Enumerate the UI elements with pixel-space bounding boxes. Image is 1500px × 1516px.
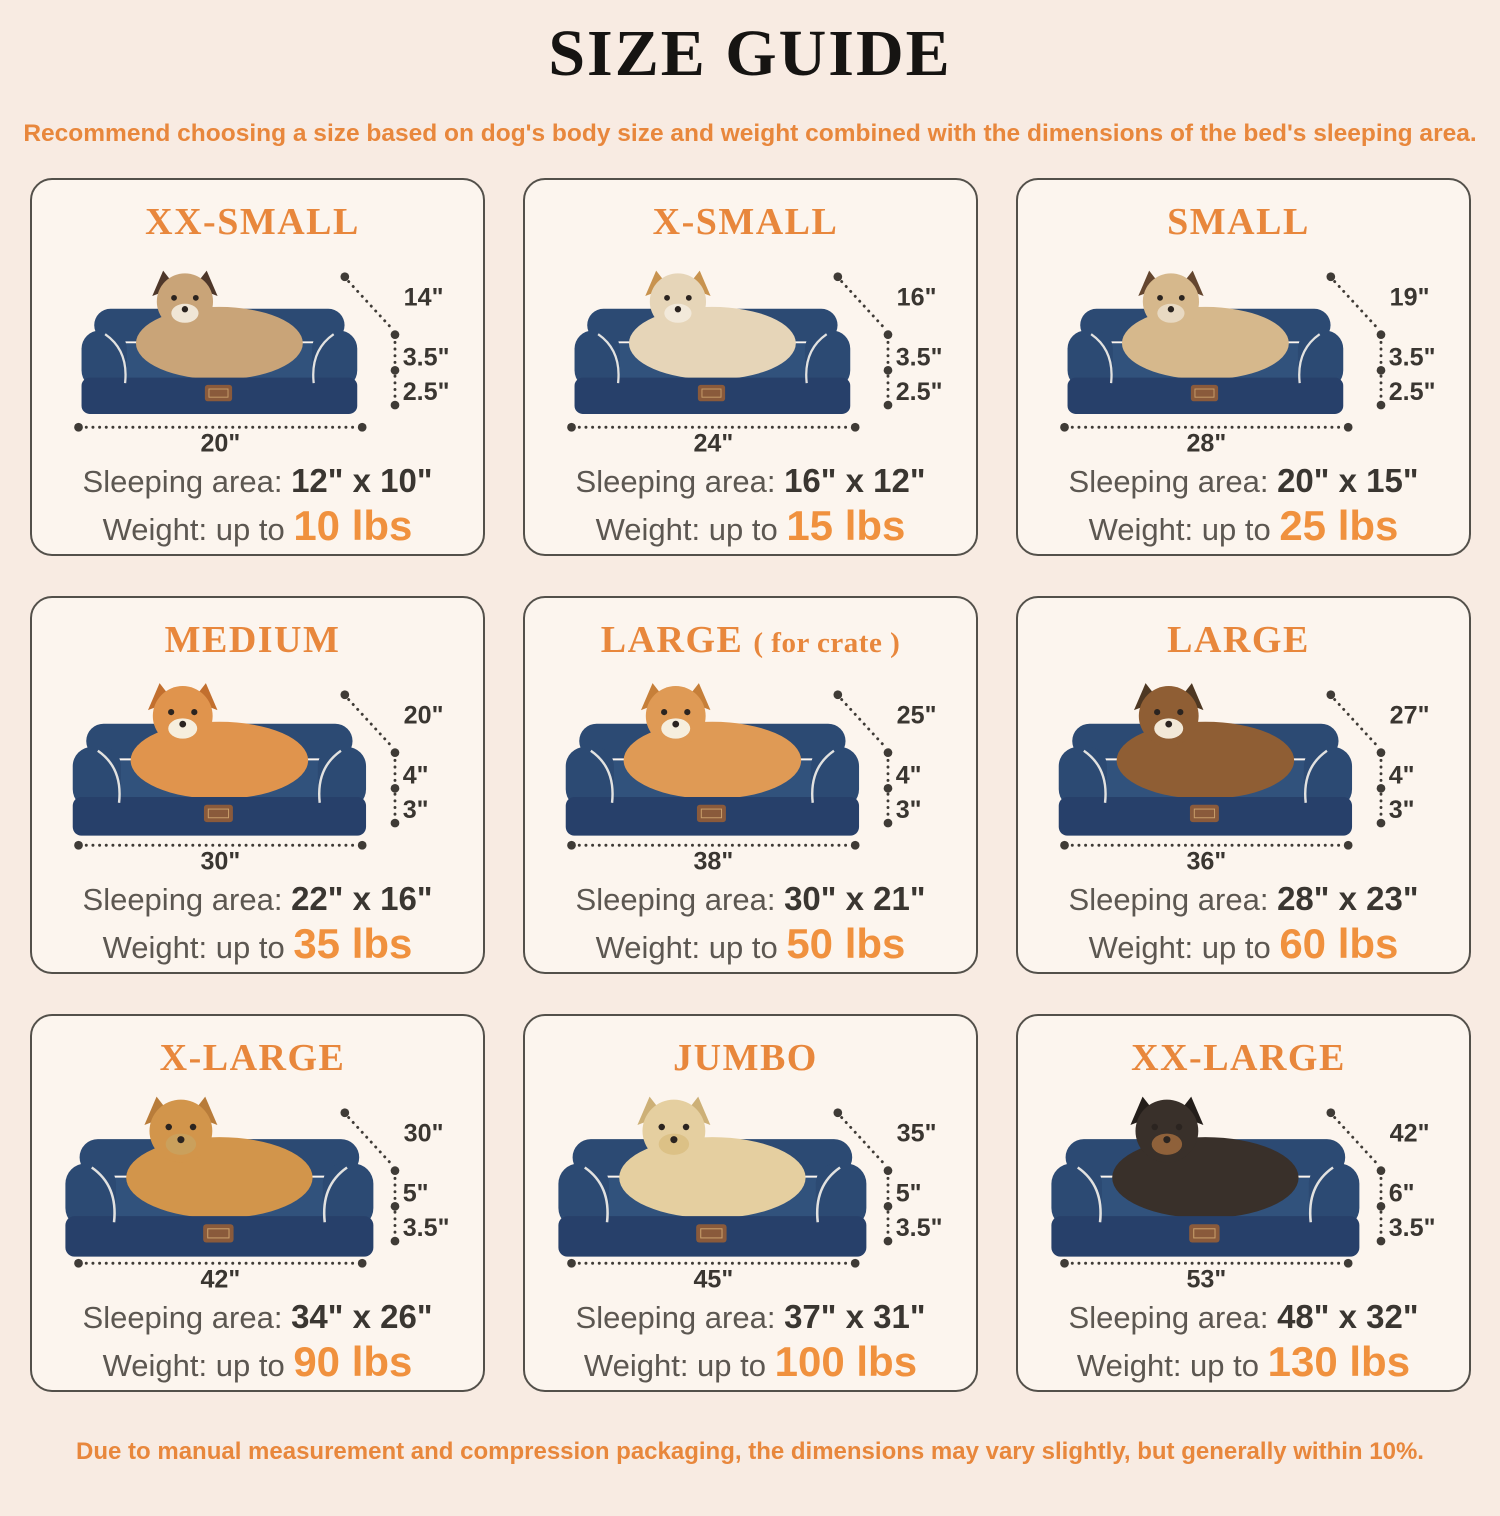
dim-base-height-value: 3.5" xyxy=(402,1214,450,1243)
dim-dot xyxy=(358,841,367,850)
dim-dot xyxy=(884,1237,893,1246)
dim-dot xyxy=(833,272,842,281)
size-label: LARGE xyxy=(600,619,744,661)
dim-dot xyxy=(1377,748,1386,757)
dim-dot xyxy=(1326,1108,1335,1117)
size-card xyxy=(30,1014,485,1392)
bed-illustration xyxy=(531,246,970,458)
dim-dot xyxy=(1377,330,1386,339)
pet-right-eye xyxy=(683,1124,689,1130)
bed-and-pet-graphic xyxy=(73,683,366,835)
dim-length-value: 36" xyxy=(1186,847,1227,876)
weight-label: Weight: up to xyxy=(595,512,778,547)
pet-left-eye xyxy=(661,709,667,715)
dim-dot xyxy=(884,748,893,757)
dim-dot xyxy=(884,330,893,339)
dim-dot xyxy=(833,1108,842,1117)
sleeping-area-value: 48" x 32" xyxy=(1277,1298,1419,1335)
dim-dot xyxy=(1326,690,1335,699)
dim-base-height-value: 3.5" xyxy=(895,1214,943,1243)
pet-left-eye xyxy=(658,1124,664,1130)
bed-illustration xyxy=(1024,1082,1463,1294)
dim-base-height-value: 3" xyxy=(1388,796,1415,825)
weight-value: 130 lbs xyxy=(1267,1338,1411,1385)
bed-illustration xyxy=(38,1082,477,1294)
dim-depth-line xyxy=(349,282,392,329)
dim-dot xyxy=(851,423,860,432)
size-name xyxy=(38,1036,477,1080)
sleeping-area-label: Sleeping area: xyxy=(575,882,776,917)
dim-base-height-value: 3" xyxy=(895,796,922,825)
sleeping-area-label: Sleeping area: xyxy=(1068,464,1269,499)
dim-depth-value: 42" xyxy=(1389,1119,1430,1148)
size-label: LARGE xyxy=(1167,619,1310,661)
bed-and-pet-graphic xyxy=(575,271,851,414)
size-label: XX-LARGE xyxy=(1131,1037,1346,1079)
sleeping-area-value: 16" x 12" xyxy=(784,462,926,499)
pet-left-eye xyxy=(1157,295,1163,301)
sleeping-area-label: Sleeping area: xyxy=(82,882,283,917)
bed-diagram xyxy=(531,246,970,458)
pet-right-eye xyxy=(686,295,692,301)
weight xyxy=(1024,502,1463,550)
weight-label: Weight: up to xyxy=(595,930,778,965)
dim-length-value: 20" xyxy=(200,429,241,458)
dim-length-value: 45" xyxy=(693,1265,734,1294)
size-card xyxy=(1016,178,1471,556)
bed-diagram xyxy=(1024,664,1463,876)
bed-and-pet-graphic xyxy=(82,271,358,414)
pet-right-eye xyxy=(1177,709,1183,715)
size-name xyxy=(1024,200,1463,244)
dim-length-value: 30" xyxy=(200,847,241,876)
dim-side-height-value: 3.5" xyxy=(402,343,450,372)
weight-value: 90 lbs xyxy=(293,1338,413,1385)
pet-icon xyxy=(126,1097,312,1219)
size-label: JUMBO xyxy=(673,1037,818,1079)
dim-depth-value: 35" xyxy=(896,1119,937,1148)
dim-depth-value: 30" xyxy=(403,1119,444,1148)
pet-right-eye xyxy=(190,1124,196,1130)
size-grid xyxy=(30,178,1471,1392)
dim-depth-line xyxy=(1335,282,1378,329)
pet-body xyxy=(136,307,303,380)
dim-dot xyxy=(1344,423,1353,432)
size-name xyxy=(531,1036,970,1080)
pet-nose xyxy=(177,1136,184,1143)
pet-body xyxy=(1117,722,1295,799)
pet-nose xyxy=(179,721,186,728)
size-card xyxy=(30,596,485,974)
bed-and-pet-graphic xyxy=(1059,683,1352,835)
weight-label: Weight: up to xyxy=(102,1348,285,1383)
weight xyxy=(531,502,970,550)
weight-value: 10 lbs xyxy=(293,502,413,549)
size-label: X-SMALL xyxy=(652,201,839,243)
bed-illustration xyxy=(531,1082,970,1294)
pet-right-eye xyxy=(1176,1124,1182,1130)
dim-dot xyxy=(833,690,842,699)
dim-side-height-value: 3.5" xyxy=(895,343,943,372)
weight-value: 35 lbs xyxy=(293,920,413,967)
dim-dot xyxy=(851,841,860,850)
size-card xyxy=(1016,1014,1471,1392)
dim-dot xyxy=(567,841,576,850)
bed-diagram xyxy=(38,246,477,458)
sleeping-area xyxy=(1024,1298,1463,1336)
pet-nose xyxy=(672,721,679,728)
dim-dot xyxy=(884,401,893,410)
dim-dot xyxy=(391,401,400,410)
bed-and-pet-graphic xyxy=(65,1097,373,1257)
size-name xyxy=(38,200,477,244)
dim-side-height-value: 4" xyxy=(895,761,922,790)
dim-dot xyxy=(1377,366,1386,375)
sleeping-area xyxy=(38,1298,477,1336)
pet-body xyxy=(624,722,802,799)
dim-depth-line xyxy=(349,700,392,747)
dim-dot xyxy=(1060,423,1069,432)
dim-side-height-value: 3.5" xyxy=(1388,343,1436,372)
dim-depth-value: 27" xyxy=(1389,701,1430,730)
pet-body xyxy=(1122,307,1289,380)
dim-dot xyxy=(1377,1202,1386,1211)
size-card xyxy=(523,1014,978,1392)
pet-left-eye xyxy=(1154,709,1160,715)
weight-label: Weight: up to xyxy=(102,512,285,547)
pet-nose xyxy=(1168,306,1174,312)
dim-dot xyxy=(391,1166,400,1175)
dim-dot xyxy=(1377,401,1386,410)
pet-nose xyxy=(182,306,188,312)
dim-side-height-value: 4" xyxy=(402,761,429,790)
pet-icon xyxy=(131,683,309,799)
dim-depth-value: 14" xyxy=(403,283,444,312)
bed-illustration xyxy=(1024,664,1463,876)
dim-side-height-value: 6" xyxy=(1388,1179,1415,1208)
dim-dot xyxy=(391,1237,400,1246)
dim-dot xyxy=(391,784,400,793)
pet-icon xyxy=(136,271,303,380)
pet-body xyxy=(629,307,796,380)
weight xyxy=(38,1338,477,1386)
weight-label: Weight: up to xyxy=(1088,512,1271,547)
dim-dot xyxy=(1377,784,1386,793)
dim-length-value: 24" xyxy=(693,429,734,458)
pet-body xyxy=(126,1137,312,1218)
dim-dot xyxy=(340,1108,349,1117)
dim-dot xyxy=(884,366,893,375)
dim-dot xyxy=(391,748,400,757)
dim-base-height-value: 3.5" xyxy=(1388,1214,1436,1243)
dim-base-height-value: 2.5" xyxy=(1388,378,1436,407)
pet-icon xyxy=(619,1097,805,1219)
sleeping-area-label: Sleeping area: xyxy=(575,1300,776,1335)
sleeping-area xyxy=(1024,462,1463,500)
dim-depth-value: 16" xyxy=(896,283,937,312)
weight-value: 100 lbs xyxy=(774,1338,918,1385)
size-label: SMALL xyxy=(1167,201,1310,243)
dim-depth-value: 20" xyxy=(403,701,444,730)
bed-diagram xyxy=(531,664,970,876)
sleeping-area-value: 30" x 21" xyxy=(784,880,926,917)
dim-length-value: 53" xyxy=(1186,1265,1227,1294)
pet-right-eye xyxy=(193,295,199,301)
dim-side-height-value: 4" xyxy=(1388,761,1415,790)
dim-dot xyxy=(567,423,576,432)
dim-side-height-value: 5" xyxy=(895,1179,922,1208)
dim-dot xyxy=(884,1166,893,1175)
dim-length-value: 42" xyxy=(200,1265,241,1294)
size-label: XX-SMALL xyxy=(145,201,360,243)
sleeping-area-value: 22" x 16" xyxy=(291,880,433,917)
bed-diagram xyxy=(38,1082,477,1294)
dim-depth-line xyxy=(842,700,885,747)
sleeping-area xyxy=(531,462,970,500)
weight xyxy=(1024,920,1463,968)
dim-dot xyxy=(358,423,367,432)
sleeping-area-label: Sleeping area: xyxy=(82,464,283,499)
pet-left-eye xyxy=(168,709,174,715)
dim-dot xyxy=(340,690,349,699)
bed-diagram xyxy=(1024,246,1463,458)
dim-dot xyxy=(74,841,83,850)
page-subtitle: Recommend choosing a size based on dog's body size and weight combined with the dimensions of the bed's sleeping area. xyxy=(23,120,1477,147)
sleeping-area-value: 12" x 10" xyxy=(291,462,433,499)
pet-body xyxy=(619,1137,805,1218)
size-card xyxy=(523,596,978,974)
pet-icon xyxy=(624,683,802,799)
pet-left-eye xyxy=(664,295,670,301)
bed-illustration xyxy=(1024,246,1463,458)
dim-depth-value: 19" xyxy=(1389,283,1430,312)
pet-left-eye xyxy=(171,295,177,301)
dim-base-height-value: 2.5" xyxy=(402,378,450,407)
dim-depth-value: 25" xyxy=(896,701,937,730)
bed-and-pet-graphic xyxy=(558,1097,866,1257)
size-card xyxy=(30,178,485,556)
dim-dot xyxy=(1377,1237,1386,1246)
dim-dot xyxy=(1344,1259,1353,1268)
dim-dot xyxy=(74,423,83,432)
bed-illustration xyxy=(531,664,970,876)
weight-label: Weight: up to xyxy=(1088,930,1271,965)
sleeping-area-value: 28" x 23" xyxy=(1277,880,1419,917)
dim-dot xyxy=(391,819,400,828)
weight xyxy=(38,502,477,550)
weight-value: 50 lbs xyxy=(786,920,906,967)
sleeping-area-label: Sleeping area: xyxy=(575,464,776,499)
dim-dot xyxy=(884,1202,893,1211)
weight xyxy=(1024,1338,1463,1386)
bed-diagram xyxy=(38,664,477,876)
dim-depth-line xyxy=(842,282,885,329)
size-card xyxy=(523,178,978,556)
size-name xyxy=(38,618,477,662)
dim-dot xyxy=(1060,1259,1069,1268)
pet-icon xyxy=(1117,683,1295,799)
dim-dot xyxy=(851,1259,860,1268)
pet-body xyxy=(1112,1137,1298,1218)
bed-diagram xyxy=(531,1082,970,1294)
dim-dot xyxy=(358,1259,367,1268)
size-name xyxy=(531,618,970,662)
dim-dot xyxy=(1060,841,1069,850)
bed-illustration xyxy=(38,664,477,876)
size-name xyxy=(1024,1036,1463,1080)
pet-nose xyxy=(670,1136,677,1143)
sleeping-area-label: Sleeping area: xyxy=(82,1300,283,1335)
dim-base-height-value: 3" xyxy=(402,796,429,825)
pet-icon xyxy=(629,271,796,380)
pet-nose xyxy=(675,306,681,312)
size-label: MEDIUM xyxy=(164,619,341,661)
page-title: SIZE GUIDE xyxy=(548,17,952,90)
bed-and-pet-graphic xyxy=(566,683,859,835)
weight xyxy=(38,920,477,968)
dim-dot xyxy=(340,272,349,281)
bed-and-pet-graphic xyxy=(1068,271,1344,414)
dim-side-height-value: 5" xyxy=(402,1179,429,1208)
sleeping-area-label: Sleeping area: xyxy=(1068,882,1269,917)
sleeping-area xyxy=(38,462,477,500)
weight-label: Weight: up to xyxy=(583,1348,767,1383)
size-name xyxy=(1024,618,1463,662)
weight-value: 60 lbs xyxy=(1279,920,1399,967)
sleeping-area-label: Sleeping area: xyxy=(1068,1300,1269,1335)
weight-label: Weight: up to xyxy=(102,930,285,965)
page-footer-note: Due to manual measurement and compression packaging, the dimensions may vary slightly, but generally within 10%. xyxy=(76,1438,1424,1465)
pet-icon xyxy=(1112,1097,1298,1219)
pet-right-eye xyxy=(191,709,197,715)
pet-right-eye xyxy=(1179,295,1185,301)
dim-dot xyxy=(884,819,893,828)
weight-label: Weight: up to xyxy=(1076,1348,1260,1383)
pet-icon xyxy=(1122,271,1289,380)
dim-base-height-value: 2.5" xyxy=(895,378,943,407)
bed-illustration xyxy=(38,246,477,458)
bed-diagram xyxy=(1024,1082,1463,1294)
dim-dot xyxy=(567,1259,576,1268)
pet-body xyxy=(131,722,309,799)
pet-left-eye xyxy=(1151,1124,1157,1130)
sleeping-area xyxy=(38,880,477,918)
weight-value: 15 lbs xyxy=(786,502,906,549)
sleeping-area xyxy=(531,1298,970,1336)
dim-length-value: 28" xyxy=(1186,429,1227,458)
dim-dot xyxy=(1344,841,1353,850)
dim-dot xyxy=(391,1202,400,1211)
dim-dot xyxy=(1377,1166,1386,1175)
size-label: X-LARGE xyxy=(159,1037,346,1079)
sleeping-area-value: 20" x 15" xyxy=(1277,462,1419,499)
pet-left-eye xyxy=(165,1124,171,1130)
size-card xyxy=(1016,596,1471,974)
weight-value: 25 lbs xyxy=(1279,502,1399,549)
weight xyxy=(531,1338,970,1386)
size-note: ( for crate ) xyxy=(753,627,901,659)
dim-dot xyxy=(391,330,400,339)
dim-dot xyxy=(1377,819,1386,828)
dim-dot xyxy=(391,366,400,375)
sleeping-area xyxy=(531,880,970,918)
weight xyxy=(531,920,970,968)
dim-dot xyxy=(884,784,893,793)
size-name xyxy=(531,200,970,244)
pet-nose xyxy=(1165,721,1172,728)
sleeping-area-value: 37" x 31" xyxy=(784,1298,926,1335)
dim-dot xyxy=(74,1259,83,1268)
sleeping-area-value: 34" x 26" xyxy=(291,1298,433,1335)
pet-right-eye xyxy=(684,709,690,715)
bed-and-pet-graphic xyxy=(1051,1097,1359,1257)
sleeping-area xyxy=(1024,880,1463,918)
dim-dot xyxy=(1326,272,1335,281)
dim-depth-line xyxy=(1335,700,1378,747)
dim-length-value: 38" xyxy=(693,847,734,876)
pet-nose xyxy=(1163,1136,1170,1143)
